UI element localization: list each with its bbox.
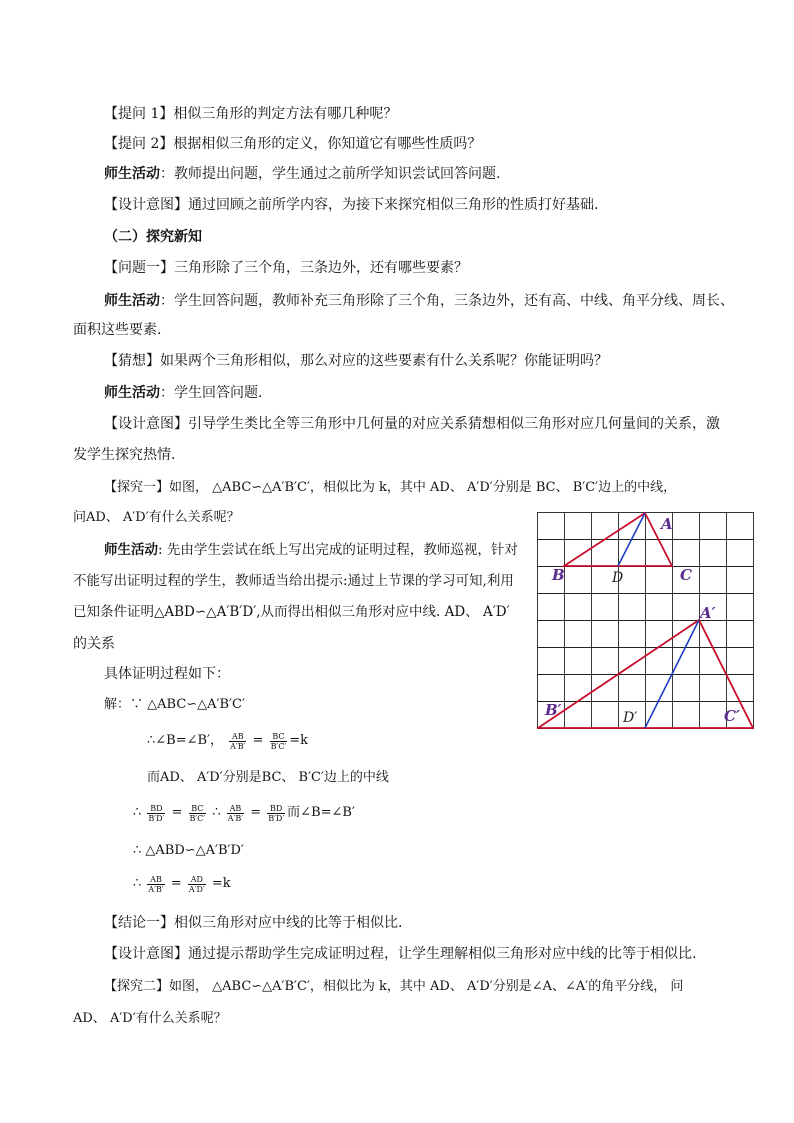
question-2: 【提问 2】根据相似三角形的定义，你知道它有哪些性质吗？ — [104, 136, 482, 152]
activity-label: 师生活动 — [104, 293, 160, 309]
exploration-2: 【探究二】如图， △ABC∽△A′B′C′，相似比为 k，其中 AD、 A′D′分别是∠A、∠A′的角平分线， 问 — [104, 979, 684, 994]
fraction-bc: $\frac{BC}{B'C'}$ — [189, 803, 206, 823]
section-heading-explore: （二）探究新知 — [104, 229, 202, 245]
design-intent-3: 【设计意图】通过提示帮助学生完成证明过程，让学生理解相似三角形对应中线的比等于相似比. — [104, 946, 697, 962]
angle-equal: ∴∠B=∠B′， — [147, 733, 224, 748]
label-c: C — [680, 566, 692, 584]
fraction-ab: $\frac{AB}{A'B'}$ — [227, 803, 244, 823]
activity-label: 师生活动 — [104, 542, 158, 558]
activity-text: ：学生回答问题. — [160, 385, 263, 401]
teacher-student-activity-2-cont: 面积这些要素. — [73, 322, 162, 338]
proof-step-ratio: ∴∠B=∠B′， $\frac{AB}{A'B'}$ = $\frac{BC}{B'C'}$ =k — [147, 731, 309, 751]
label-b: B — [552, 566, 565, 584]
conclusion-1: 【结论一】相似三角形对应中线的比等于相似比. — [104, 915, 403, 931]
design-intent-2: 【设计意图】引导学生类比全等三角形中几何量的对应关系猜想相似三角形对应几何量间的关系，激 — [104, 416, 720, 432]
proof-step-conclusion: ∴ $\frac{AB}{A'B'}$ = $\frac{AD}{A'D'}$ =k — [133, 874, 231, 894]
proof-step-median: 而AD、 A′D′分别是BC、 B′C′边上的中线 — [147, 770, 389, 785]
teacher-student-activity-3 — [104, 383, 262, 403]
label-d: D — [612, 570, 624, 586]
fraction-ab: $\frac{AB}{A'B'}$ — [148, 874, 164, 894]
proof-step-bd-ratio: ∴ $\frac{BD}{B'D'}$ = $\frac{BC}{B'C'}$ ∴ $\frac{AB}{A'B'}$ = $\frac{BD}{B'D'}$ 而∠B=∠B′ — [133, 803, 355, 823]
activity-text: ：学生回答问题，教师补充三角形除了三个角，三条边外，还有高、中线、角平分线、周长、 — [160, 293, 734, 309]
exploration-2-question: AD、 A′D′有什么关系呢？ — [73, 1011, 227, 1026]
label-d-prime: D′ — [623, 710, 638, 726]
label-c-prime: C′ — [724, 707, 740, 725]
question-1: 【提问 1】相似三角形的判定方法有哪几种呢？ — [104, 106, 398, 122]
design-intent-1: 【设计意图】通过回顾之前所学内容，为接下来探究相似三角形的性质打好基础. — [104, 197, 599, 213]
activity-4-line-3: 已知条件证明△ABD∽△A′B′D′,从而得出相似三角形对应中线. AD、 A′D′ — [73, 604, 510, 620]
proof-intro: 具体证明过程如下： — [104, 666, 230, 682]
activity-text: ：教师提出问题，学生通过之前所学知识尝试回答问题. — [160, 166, 501, 182]
teacher-student-activity-2 — [104, 291, 734, 311]
activity-label: 师生活动 — [104, 166, 160, 182]
fraction-ab: $\frac{AB}{A'B'}$ — [230, 731, 246, 751]
fraction-bd: $\frac{BD}{B'D'}$ — [268, 803, 285, 823]
solution-head: 解：∵ △ABC∽△A′B′C′ — [104, 697, 245, 712]
similar-triangles-figure — [537, 512, 755, 730]
fraction-ad: $\frac{AD}{A'D'}$ — [188, 874, 205, 894]
activity-label: 师生活动 — [104, 385, 160, 401]
label-b-prime: B′ — [545, 701, 562, 719]
conjecture: 【猜想】如果两个三角形相似，那么对应的这些要素有什么关系呢？你能证明吗？ — [104, 353, 608, 369]
label-a: A — [661, 515, 673, 533]
activity-4-line-4: 的关系 — [73, 636, 115, 652]
label-a-prime: A′ — [700, 604, 716, 622]
activity-text: : 先由学生尝试在纸上写出完成的证明过程，教师巡视，针对 — [158, 542, 518, 558]
fraction-bd: $\frac{BD}{B'D'}$ — [148, 803, 165, 823]
problem-1: 【问题一】三角形除了三个角，三条边外，还有哪些要素？ — [104, 260, 468, 276]
exploration-1: 【探究一】如图， △ABC∽△A′B′C′，相似比为 k，其中 AD、 A′D′分别是 BC、 B′C′边上的中线， — [104, 480, 677, 495]
design-intent-2-cont: 发学生探究热情. — [73, 447, 176, 463]
activity-4-line-2: 不能写出证明过程的学生，教师适当给出提示:通过上节课的学习可知,利用 — [73, 573, 514, 589]
median-a2d2 — [645, 620, 699, 728]
exploration-1-question: 问AD、 A′D′有什么关系呢？ — [73, 510, 240, 525]
grid — [537, 512, 754, 729]
teacher-student-activity-4 — [104, 540, 518, 560]
proof-step-similar: ∴ △ABD∽△A′B′D′ — [133, 843, 244, 858]
teacher-student-activity-1 — [104, 164, 500, 184]
fraction-bc: $\frac{BC}{B'C'}$ — [270, 731, 287, 751]
